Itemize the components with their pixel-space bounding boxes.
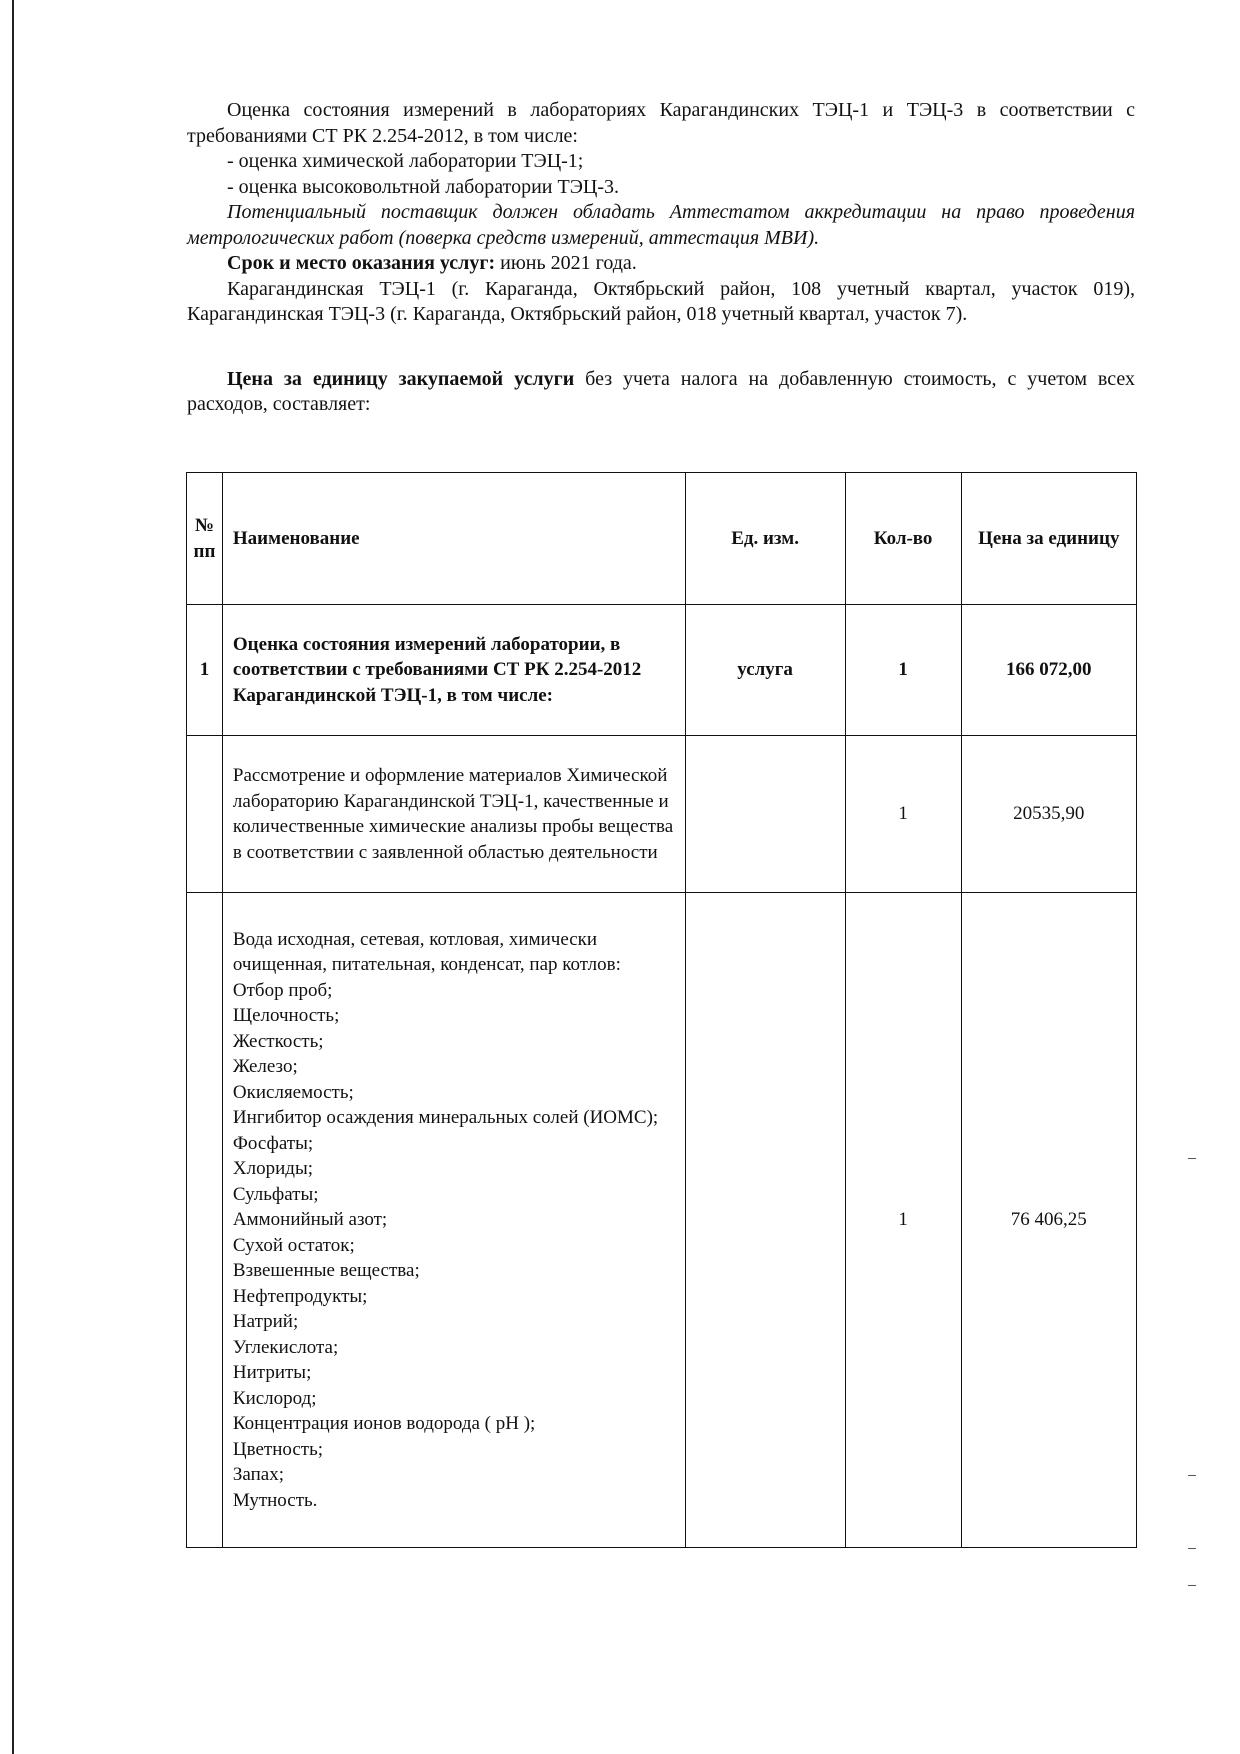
analysis-item: Фосфаты; xyxy=(232,1132,314,1154)
price-intro-label: Цена за единицу закупаемой услуги xyxy=(227,367,575,390)
cell-price: 166 072,00 xyxy=(961,605,1136,736)
scan-artifact xyxy=(1188,1585,1196,1586)
cell-qty: 1 xyxy=(845,893,961,1548)
analysis-item: Железо; xyxy=(232,1056,298,1078)
cell-name: Оценка состояния измерений лаборатории, в соответствии с требованиями СТ РК 2.254-2012 Карагандинской ТЭЦ-1, в том числе: xyxy=(222,605,685,736)
analysis-item: Концентрация ионов водорода ( pH ); xyxy=(232,1413,536,1435)
service-locations: Карагандинская ТЭЦ-1 (г. Караганда, Октябрьский район, 108 учетный квартал, участок 019), Карагандинская ТЭЦ-3 (г. Караганда, Октябрьский район, 018 учетный квартал, участок 7). xyxy=(187,277,1135,325)
table-row xyxy=(187,893,1137,1548)
cell-name xyxy=(222,893,685,1548)
analysis-item: Цветность; xyxy=(232,1438,324,1460)
analysis-item: Щелочность; xyxy=(232,1005,340,1027)
analysis-item: Окисляемость; xyxy=(232,1081,354,1103)
cell-num xyxy=(187,736,223,893)
analysis-item: Взвешенные вещества; xyxy=(232,1260,420,1282)
scan-artifact xyxy=(1188,1548,1196,1549)
document-body xyxy=(187,98,1135,418)
header-price: Цена за единицу xyxy=(961,473,1136,605)
price-table xyxy=(186,472,1137,1548)
scan-margin-line xyxy=(12,0,14,1754)
analysis-item: Натрий; xyxy=(232,1311,299,1333)
analysis-item: Сульфаты; xyxy=(232,1183,319,1205)
header-name: Наименование xyxy=(222,473,685,605)
cell-qty: 1 xyxy=(845,605,961,736)
scan-artifact xyxy=(1188,1475,1196,1476)
service-term xyxy=(187,251,1135,277)
analysis-item: Жесткость; xyxy=(232,1030,324,1052)
intro-paragraph: Оценка состояния измерений в лабораториях Карагандинских ТЭЦ-1 и ТЭЦ-3 в соответствии с требованиями СТ РК 2.254-2012, в том числе: xyxy=(187,99,1135,147)
analysis-item: Сухой остаток; xyxy=(232,1234,355,1256)
cell-unit: услуга xyxy=(685,605,845,736)
analysis-item: Углекислота; xyxy=(232,1336,339,1358)
cell-num xyxy=(187,893,223,1548)
service-term-value: июнь 2021 года. xyxy=(495,252,637,274)
bullet-item: - оценка химической лаборатории ТЭЦ-1; xyxy=(227,150,584,172)
analysis-intro: Вода исходная, сетевая, котловая, химически очищенная, питательная, конденсат, пар котлов: xyxy=(232,928,621,976)
price-intro-text: без учета налога на добавленную стоимость, с учетом всех расходов, составляет: xyxy=(187,367,1135,415)
cell-unit xyxy=(685,893,845,1548)
header-unit: Ед. изм. xyxy=(685,473,845,605)
table-header-row xyxy=(187,473,1137,605)
analysis-item: Мутность. xyxy=(232,1489,318,1511)
analysis-item: Отбор проб; xyxy=(232,979,333,1001)
analysis-item: Ингибитор осаждения минеральных солей (ИОМС); xyxy=(232,1107,659,1129)
bullet-item: - оценка высоковольтной лаборатории ТЭЦ-3. xyxy=(227,175,620,198)
cell-num: 1 xyxy=(187,605,223,736)
analysis-item: Нитриты; xyxy=(232,1362,312,1384)
price-intro xyxy=(187,367,1135,418)
accreditation-note: Потенциальный поставщик должен обладать Аттестатом аккредитации на право проведения метрологических работ (поверка средств измерений, аттестация МВИ). xyxy=(187,201,1135,249)
analysis-item: Аммонийный азот; xyxy=(232,1209,388,1231)
header-num: № пп xyxy=(187,473,223,605)
analysis-item: Запах; xyxy=(232,1464,284,1486)
analysis-item: Кислород; xyxy=(232,1387,317,1409)
table-row xyxy=(187,736,1137,893)
cell-price: 20535,90 xyxy=(961,736,1136,893)
cell-unit xyxy=(685,736,845,893)
scan-artifact xyxy=(1188,1158,1196,1159)
header-qty: Кол-во xyxy=(845,473,961,605)
cell-name: Рассмотрение и оформление материалов Химической лабораторию Карагандинской ТЭЦ-1, качественные и количественные химические анализы пробы вещества в соответствии с заявленной областью деятельности xyxy=(222,736,685,893)
analysis-item: Хлориды; xyxy=(232,1158,313,1180)
cell-price: 76 406,25 xyxy=(961,893,1136,1548)
cell-qty: 1 xyxy=(845,736,961,893)
analysis-item: Нефтепродукты; xyxy=(232,1285,368,1307)
service-term-label: Срок и место оказания услуг: xyxy=(227,252,496,274)
table-row xyxy=(187,605,1137,736)
